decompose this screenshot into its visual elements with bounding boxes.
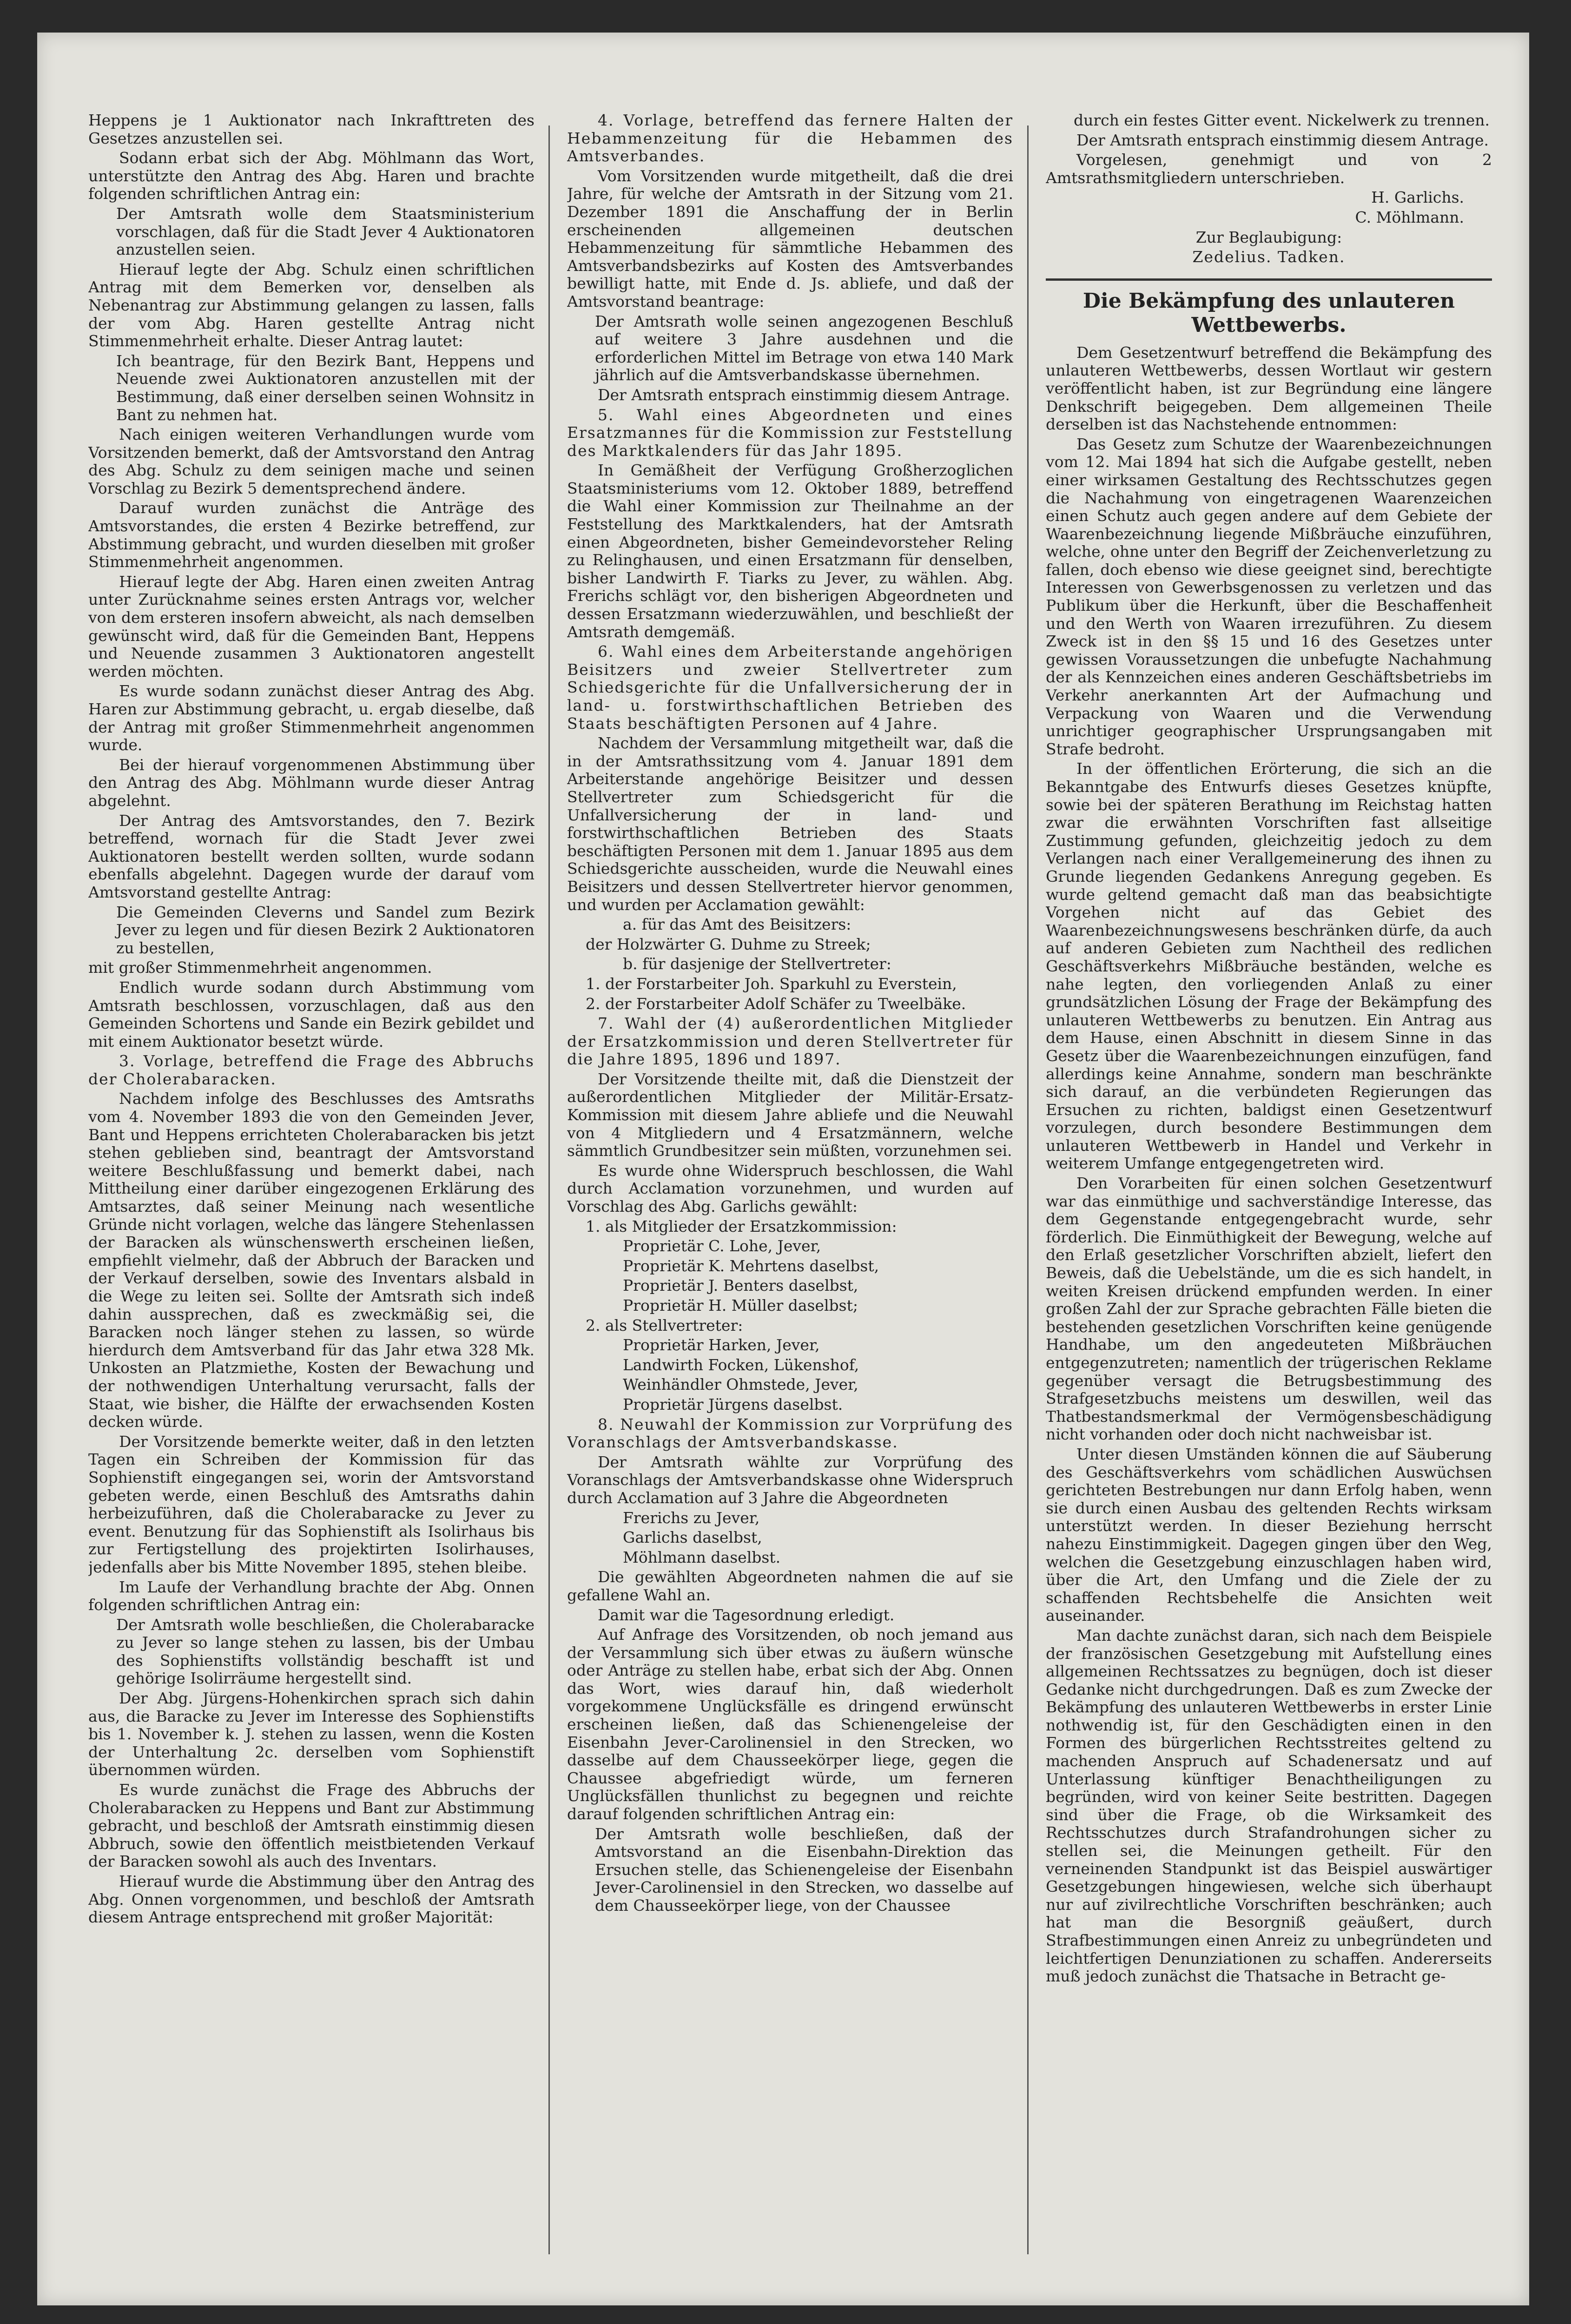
paragraph: Der Amtsrath wählte zur Vorprüfung des Voranschlags der Amtsverbandskasse ohne Widerspruch durch Acclamation auf 3 Jahre die Abgeordneten [567, 1452, 1013, 1507]
paragraph: 2. als Stellvertreter: [586, 1316, 743, 1334]
paragraph: durch ein festes Gitter event. Nickelwerk zu trennen. [1074, 112, 1490, 129]
paragraph: Es wurde ohne Widerspruch beschlossen, die Wahl durch Acclamation vorzunehmen, und wurden auf Vorschlag des Abg. Garlichs gewählt: [567, 1161, 1013, 1216]
column-divider [548, 125, 550, 2254]
paragraph: 8. Neuwahl der Kommission zur Vorprüfung des Voranschlags der Amtsverbandskasse. [567, 1415, 1013, 1452]
paragraph: Im Laufe der Verhandlung brachte der Abg. Onnen folgenden schriftlichen Antrag ein: [88, 1578, 535, 1614]
paragraph: Nachdem infolge des Beschlusses des Amtsraths vom 4. November 1893 die von den Gemeinden Jever, Bant und Heppens errichteten Cholerabaracken bis jetzt stehen geblieben sind, beantragt der Amtsvorstand weitere Beschlußfassung und bemerkt dabei, nach Mittheilung einer darüber eingezogenen Erklärung des Amtsarztes, daß seiner Meinung nach wesentliche Gründe nicht vorlagen, welche das längere Stehenlassen der Baracken als wünschenswerth erscheinen ließen, empfiehlt vielmehr, daß der Abbruch der Baracken und der Verkauf derselben, sowie des Inventars alsbald in die Wege zu leiten sei. Sollte der Amtsrath sich indeß dahin aussprechen, daß es zweckmäßig sei, die Baracken noch länger stehen zu lassen, so würde hierdurch dem Amtsverband für das Jahr etwa 328 Mk. Unkosten an Platzmiethe, Kosten der Bewachung und der nothwendigen Unterhaltung verursacht, falls der Staat, wie bisher, die Hälfte der erwachsenden Kosten decken würde. [88, 1089, 535, 1431]
paragraph: 4. Vorlage, betreffend das fernere Halten der Hebammenzeitung für die Hebammen des Amtsverbandes. [567, 112, 1013, 165]
paragraph: Die gewählten Abgeordneten nahmen die auf sie gefallene Wahl an. [567, 1568, 1013, 1604]
column-left [88, 112, 535, 2259]
paragraph: der Holzwärter G. Duhme zu Streek; [586, 935, 871, 953]
article-title: Die Bekämpfung des unlauteren Wettbewerbs. [1046, 278, 1492, 337]
paragraph: Hierauf wurde die Abstimmung über den Antrag des Abg. Onnen vorgenommen, und beschloß der Amtsrath diesem Antrage entsprechend mit großer Majorität: [88, 1872, 535, 1927]
signature-2: C. Möhlmann. [1355, 208, 1464, 226]
paragraph: Proprietär C. Lohe, Jever, [623, 1237, 821, 1255]
paragraph: Auf Anfrage des Vorsitzenden, ob noch jemand aus der Versammlung sich über etwas zu äußern wünsche oder Anträge zu stellen habe, erbat sich der Abg. Onnen das Wort, wies darauf hin, daß wiederholt vorgekommene Unglücksfälle es dringend erwünscht erscheinen ließen, daß das Schienengeleise der Eisenbahn Jever-Carolinensiel in den Strecken, wo dasselbe auf dem Chausseekörper liege, gegen die Chaussee abgefriedigt würde, um ferneren Unglücksfällen thunlichst zu begegnen und reichte darauf folgenden schriftlichen Antrag ein: [567, 1625, 1013, 1823]
paragraph: Proprietär H. Müller daselbst; [623, 1296, 858, 1314]
paragraph: Der Abg. Jürgens-Hohenkirchen sprach sich dahin aus, die Baracke zu Jever im Interesse des Sophienstifts bis 1. November k. J. stehen zu lassen, wenn die Kosten der Unterhaltung 2c. derselben vom Sophienstift übernommen würden. [88, 1689, 535, 1779]
paragraph: Proprietär Harken, Jever, [623, 1336, 820, 1354]
paragraph: Der Amtsrath wolle seinen angezogenen Beschluß auf weitere 3 Jahre ausdehnen und die erforderlichen Mittel im Betrage von etwa 140 Mark jährlich auf die Amtsverbandskasse übernehmen. [595, 312, 1013, 384]
paragraph: Landwirth Focken, Lükenshof, [623, 1355, 859, 1374]
paragraph: Möhlmann daselbst. [623, 1548, 781, 1566]
paragraph: Weinhändler Ohmstede, Jever, [623, 1375, 858, 1394]
paragraph: Das Gesetz zum Schutze der Waarenbezeichnungen vom 12. Mai 1894 hat sich die Aufgabe gestellt, neben einer wirksamen Gestaltung des Rechtsschutzes gegen die Nachahmung von eingetragenen Waarenzeichen einen Schutz auch gegen andere auf dem Gebiete der Waarenbezeichnung liegende Mißbräuche einzuführen, welche, ohne unter den Begriff der Zeichenverletzung zu fallen, doch ebenso wie diese geeignet sind, berechtigte Interessen von Gewerbsgenossen zu verletzen und das Publikum über die Herkunft, über die Beschaffenheit und den Werth von Waaren irrezuführen. Zu diesem Zweck ist in den §§ 15 und 16 des Gesetzes unter gewissen Voraussetzungen die unbefugte Nachahmung der als Kennzeichen eines anderen Geschäftsbetriebs im Verkehr anerkannten Art der Aufmachung und Verpackung von Waaren und die Verwendung unrichtiger geographischer Ursprungsangaben mit Strafe bedroht. [1046, 435, 1492, 758]
paragraph: 6. Wahl eines dem Arbeiterstande angehörigen Beisitzers und zweier Stellvertreter zum Schiedsgerichte für die Unfallversicherung der in land- u. forstwirthschaftlichen Betrieben des Staats beschäftigten Personen auf 4 Jahre. [567, 642, 1013, 733]
paragraph: Der Amtsrath wolle beschließen, die Cholerabaracke zu Jever so lange stehen zu lassen, bis der Umbau des Sophienstifts vollständig beschafft ist und gehörige Isolirräume hergestellt sind. [116, 1615, 535, 1688]
paragraph: Der Amtsrath entsprach einstimmig diesem Antrage. [1076, 131, 1489, 149]
paragraph: Die Gemeinden Cleverns und Sandel zum Bezirk Jever zu legen und für diesen Bezirk 2 Auktionatoren zu bestellen, [116, 903, 535, 957]
newspaper-page [37, 33, 1529, 2305]
paragraph: 7. Wahl der (4) außerordentlichen Mitglieder der Ersatzkommission und deren Stellvertreter für die Jahre 1895, 1896 und 1897. [567, 1014, 1013, 1069]
paragraph: a. für das Amt des Beisitzers: [623, 915, 852, 934]
paragraph: Es wurde sodann zunächst dieser Antrag des Abg. Haren zur Abstimmung gebracht, u. ergab dieselbe, daß der Antrag mit großer Stimmenmehrheit angenommen wurde. [88, 682, 535, 754]
paragraph: Damit war die Tagesordnung erledigt. [598, 1605, 895, 1624]
paragraph: Proprietär K. Mehrtens daselbst, [623, 1256, 879, 1275]
paragraph: Bei der hierauf vorgenommenen Abstimmung über den Antrag des Abg. Möhlmann wurde dieser Antrag abgelehnt. [88, 755, 535, 810]
paragraph: Der Amtsrath wolle beschließen, daß der Amtsvorstand an die Eisenbahn-Direktion das Ersuchen stelle, das Schienengeleise der Eisenbahn Jever-Carolinensiel in den Strecken, wo dasselbe auf dem Chausseekörper liege, von der Chaussee [595, 1824, 1013, 1915]
paragraph: Es wurde zunächst die Frage des Abbruchs der Cholerabaracken zu Heppens und Bant zur Abstimmung gebracht, und beschloß der Amtsrath einstimmig diesen Abbruch, sowie den öffentlich meistbietenden Verkauf der Baracken sowohl als auch des Inventars. [88, 1781, 535, 1871]
paragraph: Der Antrag des Amtsvorstandes, den 7. Bezirk betreffend, wornach für die Stadt Jever zwei Auktionatoren bestellt werden sollten, wurde sodann ebenfalls abgelehnt. Dagegen wurde der darauf vom Amtsvorstand gestellte Antrag: [88, 811, 535, 901]
paragraph: Proprietär J. Benters daselbst, [623, 1276, 858, 1295]
paragraph: Unter diesen Umständen können die auf Säuberung des Geschäftsverkehrs vom schädlichen Auswüchsen gerichteten Bestrebungen nur dann Erfolg haben, wenn sie durch einen Ausbau des geltenden Rechts wirksam unterstützt werden. In dieser Beziehung herrscht nahezu Einstimmigkeit. Dagegen gingen über den Weg, welchen die Gesetzgebung einzuschlagen haben wird, über die Art, den Umfang und die Ziele der zu schaffenden Rechtsbehelfe die Ansichten weit auseinander. [1046, 1445, 1492, 1625]
paragraph: In der öffentlichen Erörterung, die sich an die Bekanntgabe des Entwurfs dieses Gesetzes knüpfte, sowie bei der späteren Berathung im Reichstag hatten zwar die erwähnten Vorschriften fast allseitige Zustimmung gefunden, gleichzeitig jedoch zu dem Verlangen nach einer Verallgemeinerung des ihnen zu Grunde liegenden Gedankens Anregung gegeben. Es wurde geltend gemacht daß man das beabsichtigte Vorgehen nicht auf das Gebiet des Waarenbezeichnungswesens beschränken dürfe, da auch auf anderen Gebieten zum Nachtheil des redlichen Geschäftsverkehrs Mißbräuche beständen, welche es nahe legten, den vorliegenden Anlaß zu einer grundsätzlichen Lösung der Frage der Bekämpfung des unlauteren Wettbewerbs zu benutzen. Ein Antrag aus dem Hause, einen Abschnitt in diesem Sinne in das Gesetz über die Waarenbezeichnungen einzufügen, fand allerdings keine Annahme, sondern man beschränkte sich darauf, an die verbündeten Regierungen das Ersuchen zu richten, baldigst einen Gesetzentwurf vorzulegen, durch besondere Bestimmungen dem unlauteren Wettbewerb in Handel und Verkehr in weiterem Umfange entgegengetreten wird. [1046, 759, 1492, 1173]
paragraph: Darauf wurden zunächst die Anträge des Amtsvorstandes, die ersten 4 Bezirke betreffend, zur Abstimmung gebracht, und wurden dieselben mit großer Stimmenmehrheit angenommen. [88, 499, 535, 571]
column-right [1046, 112, 1492, 2259]
minutes-conclusion [1046, 112, 1492, 187]
paragraph: Ich beantrage, für den Bezirk Bant, Heppens und Neuende zwei Auktionatoren anzustellen mit der Bestimmung, daß einer derselben seinen Wohnsitz in Bant zu nehmen hat. [116, 351, 535, 424]
paragraph: Frerichs zu Jever, [623, 1508, 760, 1527]
paragraph: Garlichs daselbst, [623, 1528, 762, 1547]
paragraph: Hierauf legte der Abg. Schulz einen schriftlichen Antrag mit dem Bemerken vor, denselben als Nebenantrag zur Abstimmung gelangen zu lassen, falls der vom Abg. Haren gestellte Antrag nicht Stimmenmehrheit erhalte. Dieser Antrag lautet: [88, 260, 535, 350]
paragraph: Heppens je 1 Auktionator nach Inkrafttreten des Gesetzes anzustellen sei. [88, 112, 535, 147]
paragraph: Der Amtsrath entsprach einstimmig diesem Antrage. [598, 385, 1010, 404]
paragraph: 3. Vorlage, betreffend die Frage des Abbruchs der Cholerabaracken. [88, 1052, 535, 1088]
paragraph: Den Vorarbeiten für einen solchen Gesetzentwurf war das einmüthige und sachverständige Interesse, das dem Gegenstande entgegengebracht wurde, sehr förderlich. Die Einmüthigkeit der Bewegung, welche auf den Erlaß gesetzlicher Vorschriften abzielt, liefert den Beweis, daß die Uebelstände, um die es sich handelt, in weiten Kreisen drückend empfunden werden. In einer großen Zahl der zur Sprache gebrachten Fälle bieten die bestehenden gesetzlichen Vorschriften keine genügende Handhabe, um den angedeuteten Mißbräuchen entgegenzutreten; namentlich der trügerischen Reklame gegenüber versagt die Betrugsbestimmung des Strafgesetzbuchs meistens um deswillen, weil das Thatbestandsmerkmal der Vermögensbeschädigung nicht vorhanden oder doch nicht nachweisbar ist. [1046, 1174, 1492, 1444]
certification-label: Zur Beglaubigung: [1195, 228, 1342, 246]
paragraph: Der Vorsitzende theilte mit, daß die Dienstzeit der außerordentlichen Mitglieder der Militär-Ersatz-Kommission mit diesem Jahre abliefe und die Neuwahl von 4 Mitgliedern und 4 Ersatzmännern, welche sämmtlich Grundbesitzer sein müßten, vorzunehmen sei. [567, 1070, 1013, 1160]
certification-names: Zedelius. Tadken. [1192, 248, 1346, 266]
paragraph: Nach einigen weiteren Verhandlungen wurde vom Vorsitzenden bemerkt, daß der Amtsvorstand den Antrag des Abg. Schulz zu dem seinigen mache und seinen Vorschlag zu Bezirk 5 dementsprechend ändere. [88, 425, 535, 497]
column-divider [1027, 125, 1029, 2254]
paragraph: Vorgelesen, genehmigt und von 2 Amtsrathsmitgliedern unterschrieben. [1046, 151, 1492, 187]
paragraph: b. für dasjenige der Stellvertreter: [623, 955, 891, 973]
article-body [1046, 344, 1492, 1986]
paragraph: 1. der Forstarbeiter Joh. Sparkuhl zu Everstein, [586, 974, 957, 993]
paragraph: Dem Gesetzentwurf betreffend die Bekämpfung des unlauteren Wettbewerbs, dessen Wortlaut wir gestern veröffentlicht haben, ist zur Begründung eine längere Denkschrift beigegeben. Dem allgemeinen Theile derselben ist das Nachstehende entnommen: [1046, 343, 1492, 434]
paragraph: Sodann erbat sich der Abg. Möhlmann das Wort, unterstützte den Antrag des Abg. Haren und brachte folgenden schriftlichen Antrag ein: [88, 149, 535, 203]
paragraph: Vom Vorsitzenden wurde mitgetheilt, daß die drei Jahre, für welche der Amtsrath in der Sitzung vom 21. Dezember 1891 die Anschaffung der in Berlin erscheinenden allgemeinen deutschen Hebammenzeitung für sämmtliche Hebammen des Amtsverbandsbezirks auf Kosten des Amtsverbandes bewilligt hatte, mit Ende d. Js. abliefe, und daß der Amtsvorstand beantrage: [567, 166, 1013, 310]
column-middle [567, 112, 1013, 2259]
paragraph: 5. Wahl eines Abgeordneten und eines Ersatzmannes für die Kommission zur Feststellung des Marktkalenders für das Jahr 1895. [567, 405, 1013, 460]
paragraph: mit großer Stimmenmehrheit angenommen. [88, 958, 432, 977]
paragraph: Nachdem der Versammlung mitgetheilt war, daß die in der Amtsrathssitzung vom 4. Januar 1891 dem Arbeiterstande angehörige Beisitzer und dessen Stellvertreter zum Schiedsgericht für die Unfallversicherung der in land- und forstwirthschaftlichen Betrieben des Staats beschäftigten Personen mit dem 1. Januar 1895 aus dem Schiedsgerichte ausscheiden, wurde die Neuwahl eines Beisitzers und dessen Stellvertreter hiervor genommen, und wurden per Acclamation gewählt: [567, 734, 1013, 914]
paragraph: Man dachte zunächst daran, sich nach dem Beispiele der französischen Gesetzgebung mit Aufstellung eines allgemeinen Rechtssatzes zu begnügen, doch ist dieser Gedanke nicht durchgedrungen. Daß es zum Zwecke der Bekämpfung des unlauteren Wettbewerbs in erster Linie nothwendig ist, für den Geschädigten einen in den Formen des bürgerlichen Rechtsstreites geltend zu machenden Anspruch auf Schadenersatz und auf Unterlassung künftiger Benachtheiligungen zu begründen, wird von keiner Seite bestritten. Dagegen sind über die Frage, ob die Wirksamkeit des Rechtsschutzes durch Strafandrohungen sicher zu stellen sei, die Meinungen getheilt. Für den verneinenden Standpunkt ist das Beispiel auswärtiger Gesetzgebungen hingewiesen, welche sich überhaupt nur auf zivilrechtliche Vorschriften beschränken; auch hat man die Besorgniß geäußert, durch Strafbestimmungen einen Anreiz zu unbegründeten und leichtfertigen Denunziationen zu schaffen. Andererseits muß jedoch zunächst die Thatsache in Betracht ge- [1046, 1626, 1492, 1986]
paragraph: Der Amtsrath wolle dem Staatsministerium vorschlagen, daß für die Stadt Jever 4 Auktionatoren anzustellen seien. [116, 204, 535, 259]
paragraph: In Gemäßheit der Verfügung Großherzoglichen Staatsministeriums vom 12. Oktober 1889, betreffend die Wahl einer Kommission zur Theilnahme an der Feststellung des Marktkalenders, hat der Amtsrath einen Abgeordneten, bisher Gemeindevorsteher Reling zu Relinghausen, und einen Ersatzmann für denselben, bisher Landwirth F. Tiarks zu Jever, zu wählen. Abg. Frerichs schlägt vor, den bisherigen Abgeordneten und dessen Ersatzmann wiederzuwählen, und beschließt der Amtsrath demgemäß. [567, 461, 1013, 641]
paragraph: Der Vorsitzende bemerkte weiter, daß in den letzten Tagen ein Schreiben der Kommission für das Sophienstift eingegangen sei, worin der Amtsvorstand gebeten werde, einen Beschluß des Amtsraths dahin herbeizuführen, daß die Cholerabaracke zu Jever zu event. Benutzung für das Sophienstift als Isolirhaus bis zur Fertigstellung des projektirten Isolirhauses, jedenfalls aber bis Mitte November 1895, stehen bleibe. [88, 1432, 535, 1576]
paragraph: Endlich wurde sodann durch Abstimmung vom Amtsrath beschlossen, vorzuschlagen, daß aus den Gemeinden Schortens und Sande ein Bezirk gebildet und mit einem Auktionator besetzt würde. [88, 978, 535, 1050]
signature-1: H. Garlichs. [1371, 188, 1464, 207]
paragraph: Hierauf legte der Abg. Haren einen zweiten Antrag unter Zurücknahme seines ersten Antrags vor, welcher von dem ersteren insofern abweicht, als nach demselben gewünscht wird, daß für die Gemeinden Bant, Heppens und Neuende zusammen 3 Auktionatoren angestellt werden möchten. [88, 572, 535, 680]
paragraph: 2. der Forstarbeiter Adolf Schäfer zu Tweelbäke. [586, 994, 966, 1013]
paragraph: Proprietär Jürgens daselbst. [623, 1395, 843, 1413]
paragraph: 1. als Mitglieder der Ersatzkommission: [586, 1217, 897, 1235]
